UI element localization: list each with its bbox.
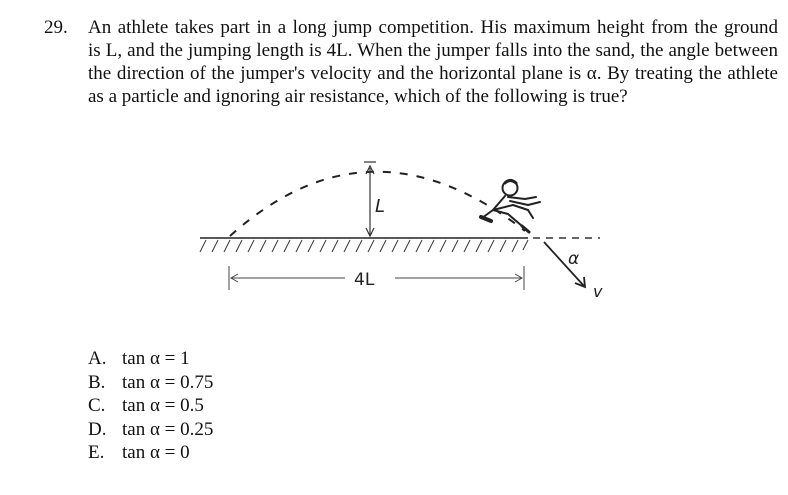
question-line-4: as a particle and ignoring air resistance, which of the following is true? [88, 86, 628, 107]
choice-letter: D. [88, 418, 107, 440]
choice-text: tan α = 0 [122, 442, 190, 463]
choice-e[interactable] [88, 441, 213, 465]
choice-a[interactable] [88, 347, 213, 371]
angle-label: α [568, 249, 580, 269]
question-line-3: the direction of the jumper's velocity and the horizontal plane is α. By treating the athlete [88, 63, 778, 84]
length-dimension [229, 266, 524, 290]
choice-text: tan α = 0.25 [122, 418, 214, 440]
question-line-1: An athlete takes part in a long jump competition. His maximum height from the ground [88, 17, 778, 38]
choice-d[interactable] [88, 418, 213, 442]
choice-letter: B. [88, 371, 106, 393]
choice-letter: E. [88, 442, 105, 463]
velocity-label: v [593, 282, 603, 301]
question-line-2: is L, and the jumping length is 4L. When the jumper falls into the sand, the angle between [88, 40, 778, 61]
choice-b[interactable] [88, 371, 213, 395]
length-label: 4L [354, 270, 375, 290]
height-label: L [375, 196, 386, 217]
answer-choices [88, 347, 213, 465]
athlete-figure [481, 181, 540, 233]
choice-letter: C. [88, 395, 106, 416]
choice-text: tan α = 0.75 [122, 371, 214, 393]
choice-letter: A. [88, 348, 107, 369]
choice-text: tan α = 0.5 [122, 395, 204, 416]
ground-hatching [200, 240, 528, 252]
question-number: 29. [44, 17, 68, 38]
choice-c[interactable] [88, 394, 213, 418]
choice-text: tan α = 1 [122, 348, 190, 369]
